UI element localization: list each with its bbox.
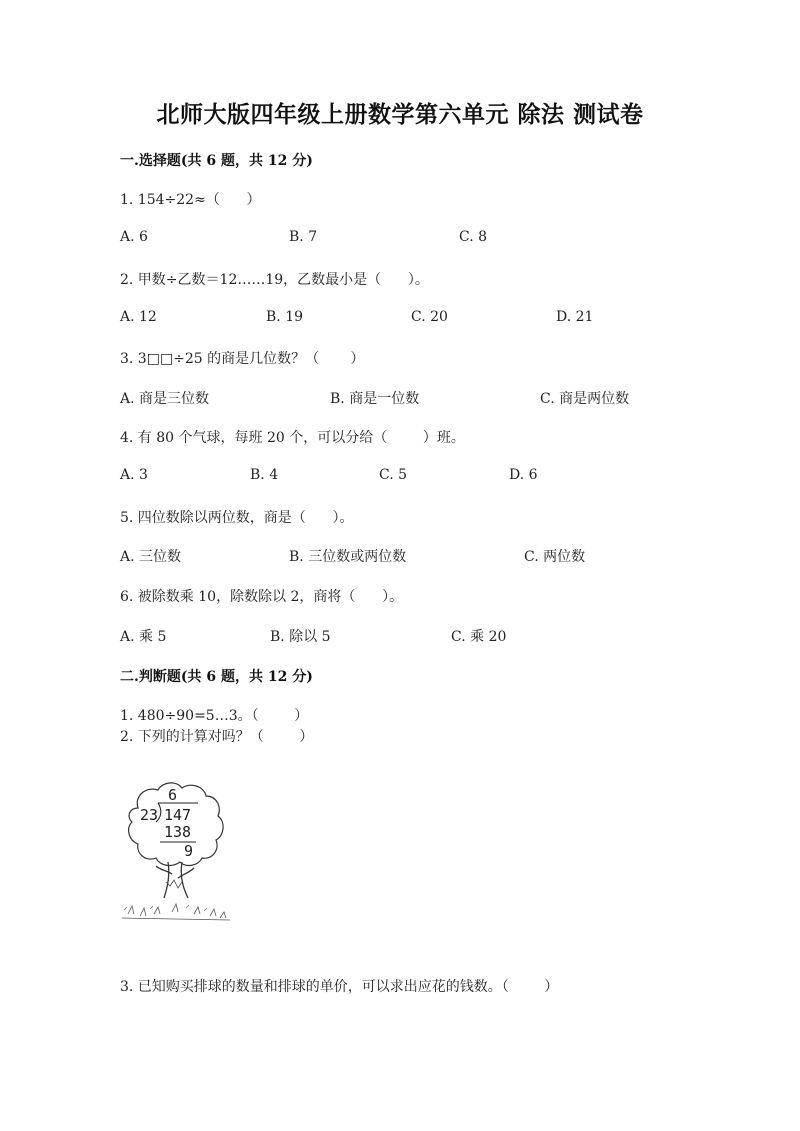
- option-5a: A. 三位数: [120, 549, 182, 565]
- option-5b: B. 三位数或两位数: [289, 549, 407, 565]
- judge-question-2: 2. 下列的计算对吗？（ ）: [120, 729, 314, 745]
- question-3: 3. 3□□÷25 的商是几位数？（ ）: [120, 351, 365, 367]
- judge-question-3: 3. 已知购买排球的数量和排球的单价，可以求出应花的钱数。（ ）: [120, 979, 559, 995]
- option-4d: D. 6: [509, 467, 538, 483]
- option-4b: B. 4: [250, 467, 279, 483]
- question-1: 1. 154÷22≈（ ）: [120, 192, 261, 208]
- tree-trunk: [156, 862, 194, 898]
- option-5c: C. 两位数: [524, 549, 586, 565]
- question-2: 2. 甲数÷乙数＝12……19，乙数最小是（ ）。: [120, 272, 429, 288]
- option-1b: B. 7: [289, 229, 318, 245]
- option-3c: C. 商是两位数: [540, 391, 630, 407]
- option-6c: C. 乘 20: [451, 629, 507, 645]
- remainder-text: 9: [184, 842, 194, 860]
- option-1c: C. 8: [459, 229, 488, 245]
- grass: [122, 904, 230, 920]
- product-text: 138: [164, 823, 192, 841]
- option-2a: A. 12: [120, 309, 157, 325]
- question-4: 4. 有 80 个气球，每班 20 个，可以分给（ ）班。: [120, 430, 465, 446]
- option-2d: D. 21: [556, 309, 594, 325]
- option-2c: C. 20: [411, 309, 448, 325]
- tree-division-illustration: [120, 778, 240, 938]
- section-heading-choice: 一.选择题(共 6 题，共 12 分): [120, 153, 313, 169]
- page-title: 北师大版四年级上册数学第六单元 除法 测试卷: [156, 101, 644, 128]
- judge-question-1: 1. 480÷90=5…3。（ ）: [120, 708, 309, 724]
- option-6a: A. 乘 5: [120, 629, 167, 645]
- question-5: 5. 四位数除以两位数，商是（ ）。: [120, 510, 354, 526]
- option-3b: B. 商是一位数: [330, 391, 420, 407]
- option-3a: A. 商是三位数: [120, 391, 210, 407]
- quotient-text: 6: [168, 786, 178, 804]
- option-1a: A. 6: [120, 229, 148, 245]
- section-heading-judge: 二.判断题(共 6 题，共 12 分): [120, 669, 313, 685]
- divisor-text: 23: [140, 806, 159, 824]
- option-2b: B. 19: [266, 309, 304, 325]
- question-6: 6. 被除数乘 10，除数除以 2，商将（ ）。: [120, 589, 404, 605]
- option-6b: B. 除以 5: [270, 629, 331, 645]
- dividend-text: 147: [164, 806, 192, 824]
- option-4a: A. 3: [120, 467, 148, 483]
- option-4c: C. 5: [379, 467, 408, 483]
